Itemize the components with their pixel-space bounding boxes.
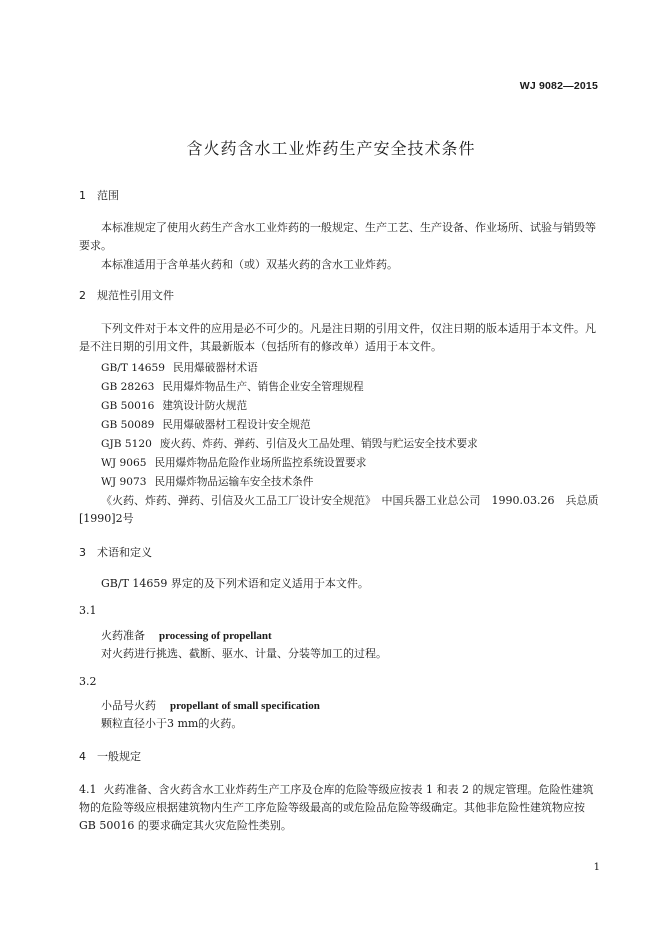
document-title: 含火药含水工业炸药生产安全技术条件	[186, 139, 476, 158]
section-4-heading	[79, 750, 141, 764]
section-title: 一般规定	[97, 750, 141, 763]
term-number: 3.1	[79, 604, 97, 617]
section-number: 1	[79, 189, 86, 202]
term-definition: 对火药进行挑选、截断、驱水、计量、分装等加工的过程。	[101, 647, 387, 660]
term-chinese: 火药准备	[101, 629, 145, 642]
clause-number: 4.1	[79, 783, 97, 796]
section-number: 2	[79, 289, 86, 302]
page-number: 1	[593, 862, 600, 873]
standard-code: WJ 9082—2015	[519, 80, 598, 92]
section-3-intro: GB/T 14659 界定的及下列术语和定义适用于本文件。	[101, 577, 369, 590]
section-2-heading	[79, 289, 174, 303]
section-number: 3	[79, 546, 86, 559]
section-number: 4	[79, 750, 86, 763]
section-title: 规范性引用文件	[97, 289, 174, 302]
reference-item: GB 50089 民用爆破器材工程设计安全规范	[101, 419, 311, 431]
term-english: propellant of small specification	[170, 700, 320, 712]
term-heading	[101, 699, 320, 713]
term-definition: 颗粒直径小于3 mm的火药。	[101, 717, 243, 730]
reference-item: WJ 9065 民用爆炸物品危险作业场所监控系统设置要求	[101, 457, 367, 469]
term-heading	[101, 629, 272, 643]
section-1-heading	[79, 189, 119, 203]
section-3-heading	[79, 546, 152, 560]
reference-item: GJB 5120 废火药、炸药、弹药、引信及火工品处理、销毁与贮运安全技术要求	[101, 438, 478, 450]
clause-text: 火药准备、含火药含水工业炸药生产工序及仓库的危险等级应按表 1 和表 2 的规定管理。危险性建筑物的危险等级应根据建筑物内生产工序危险等级最高的或危险品危险等级确定。其他非危险性建筑物应按 GB 50016 的要求确定其火灾危险性类别。	[79, 783, 594, 832]
term-number: 3.2	[79, 675, 97, 688]
reference-item: WJ 9073 民用爆炸物品运输车安全技术条件	[101, 476, 314, 488]
reference-item: GB 28263 民用爆炸物品生产、销售企业安全管理规程	[101, 381, 364, 393]
section-2-intro: 下列文件对于本文件的应用是必不可少的。凡是注日期的引用文件，仅注日期的版本适用于本文件。凡是不注日期的引用文件，其最新版本（包括所有的修改单）适用于本文件。	[79, 322, 596, 353]
section-1-paragraph-2: 本标准适用于含单基火药和（或）双基火药的含水工业炸药。	[101, 258, 398, 271]
clause-4-1	[79, 781, 602, 835]
reference-item: GB 50016 建筑设计防火规范	[101, 400, 248, 412]
section-1-paragraph-1: 本标准规定了使用火药生产含水工业炸药的一般规定、生产工艺、生产设备、作业场所、试验与销毁等要求。	[79, 221, 596, 252]
extra-reference: 《火药、炸药、弹药、引信及火工品工厂设计安全规范》 中国兵器工业总公司 1990.03.26 兵总质[1990]2号	[79, 494, 599, 525]
reference-item: GB/T 14659 民用爆破器材术语	[101, 362, 258, 374]
term-chinese: 小品号火药	[101, 699, 156, 712]
term-english: processing of propellant	[159, 630, 272, 642]
section-title: 范围	[97, 189, 119, 202]
section-title: 术语和定义	[97, 546, 152, 559]
